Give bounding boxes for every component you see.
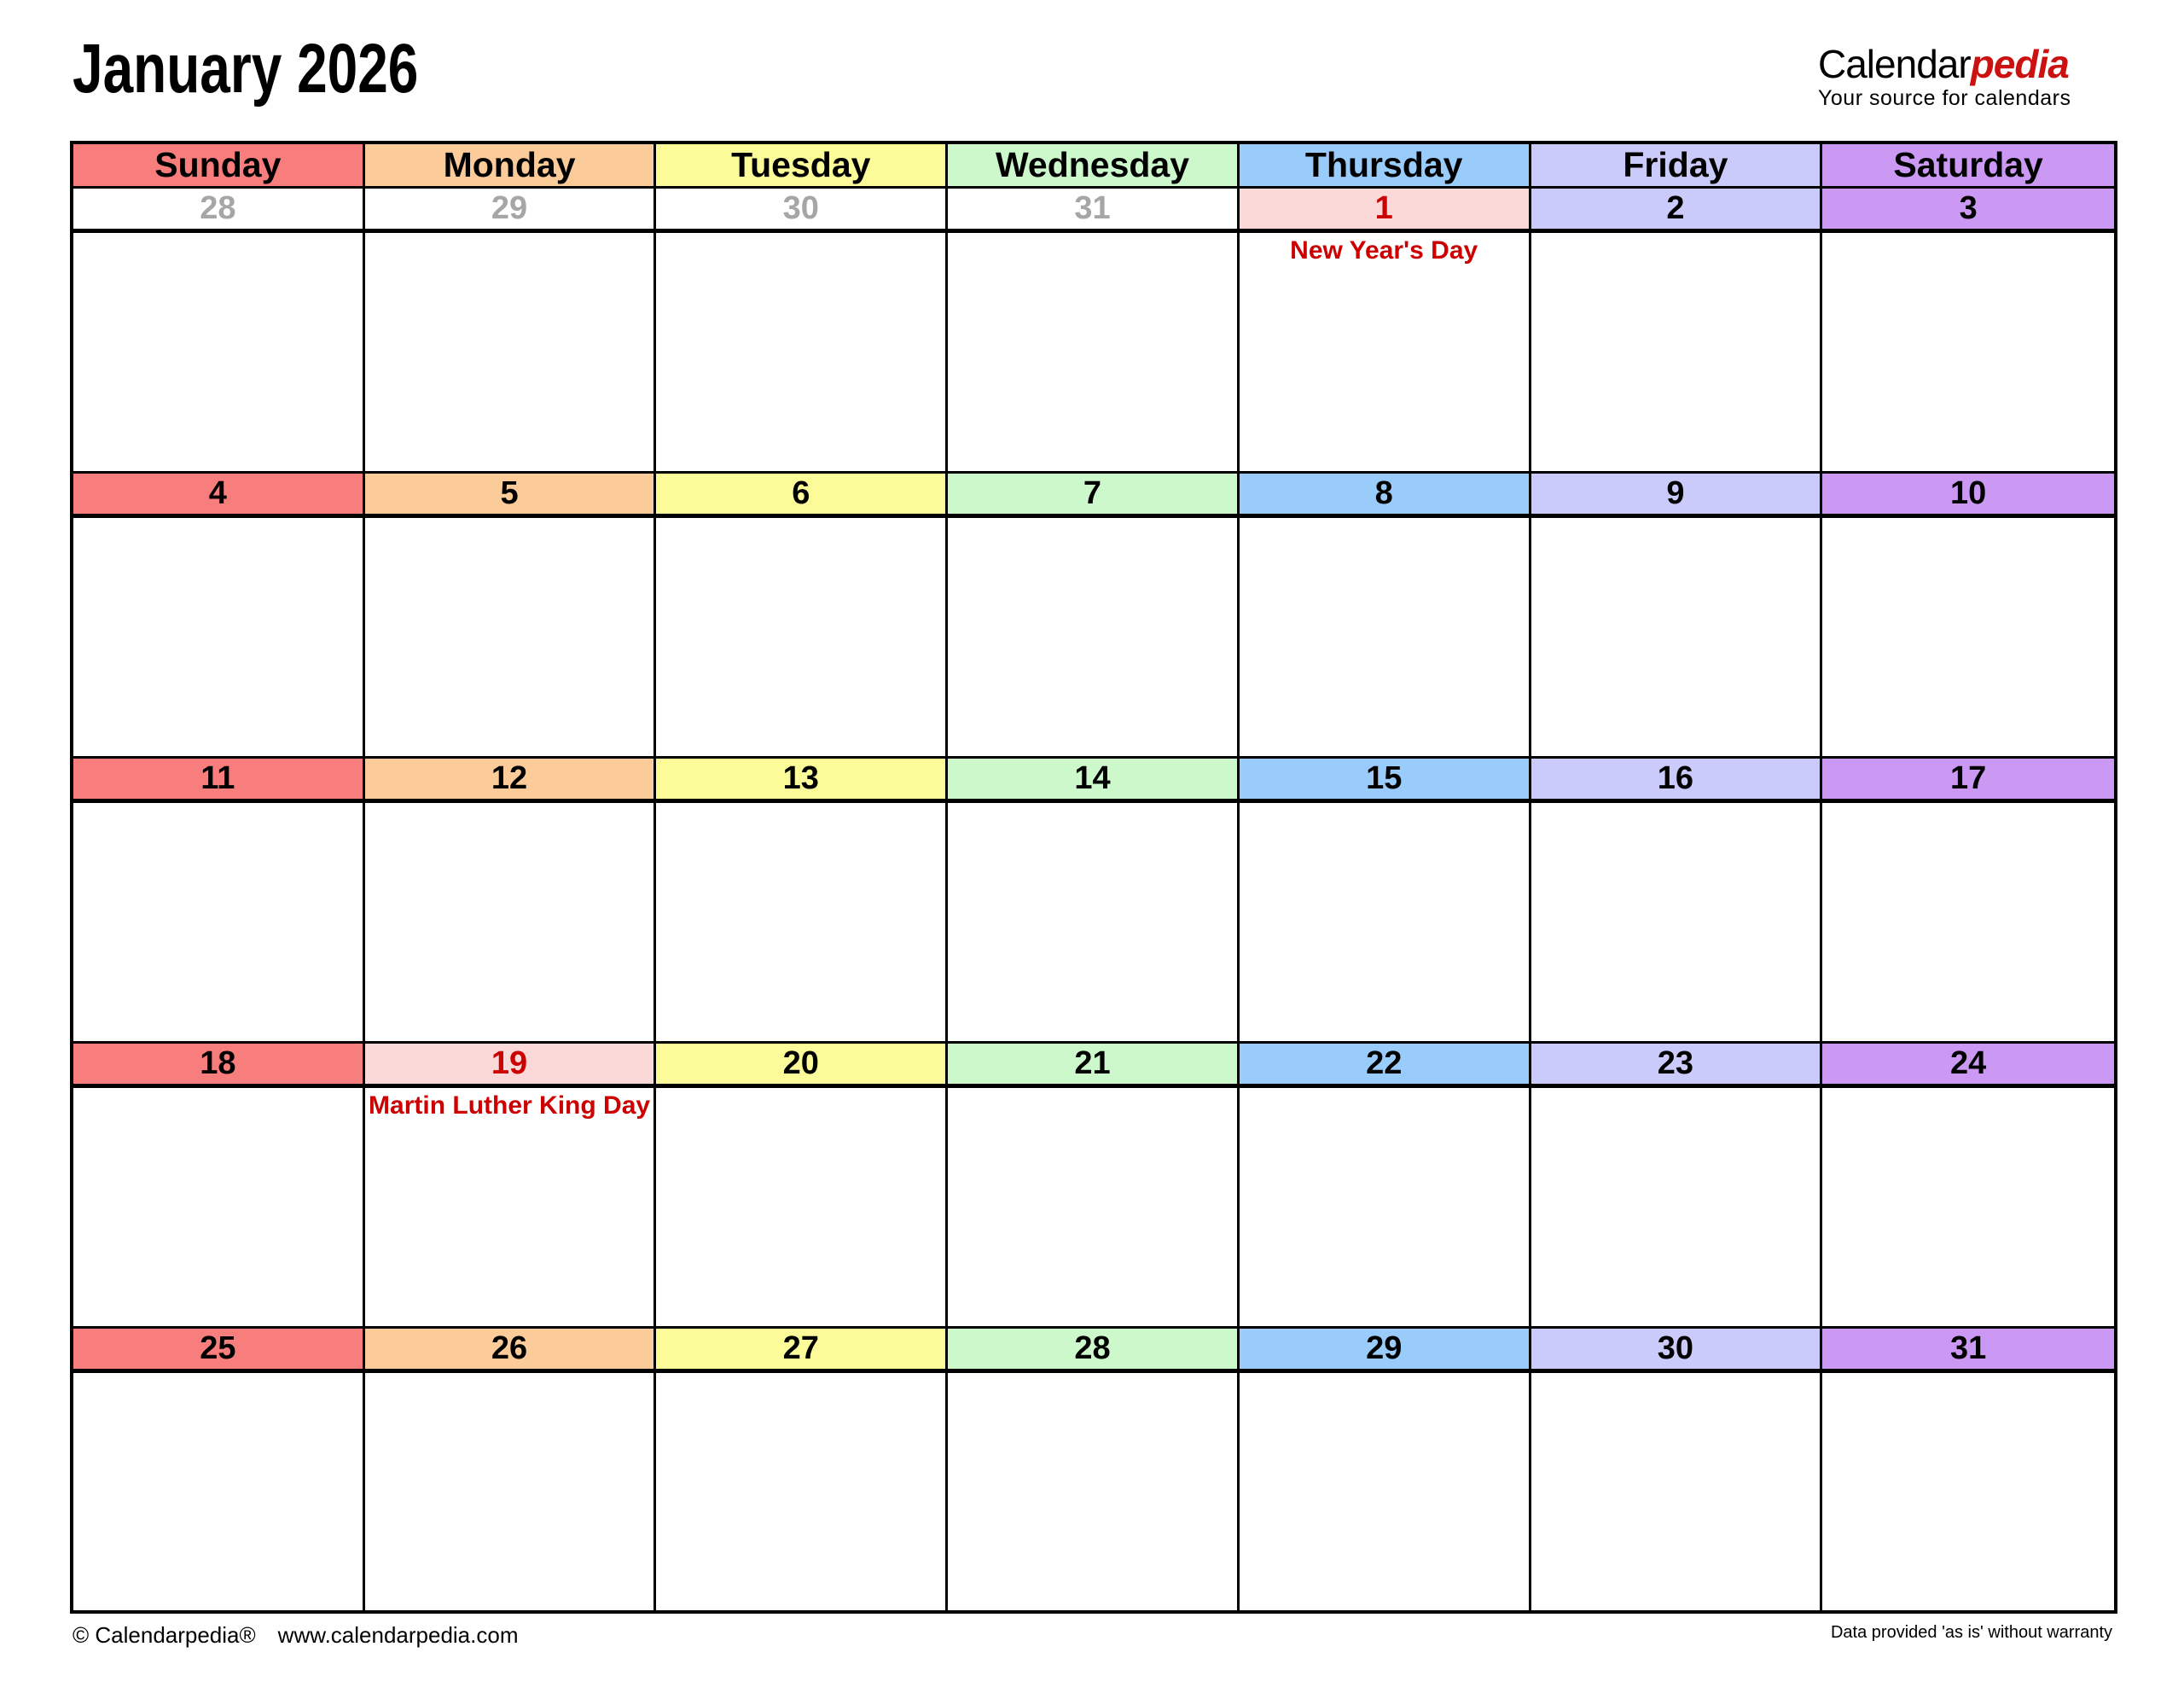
day-body-jan-22 — [1240, 1088, 1531, 1329]
weekday-header-sunday: Sunday — [73, 144, 365, 189]
body-row-week-3 — [73, 803, 2114, 1044]
date-cell-jan-23: 23 — [1531, 1044, 1823, 1088]
weekday-header-thursday: Thursday — [1240, 144, 1531, 189]
date-cell-jan-28: 28 — [948, 1329, 1240, 1373]
date-cell-jan-25: 25 — [73, 1329, 365, 1373]
logo-text-red: pedia — [1970, 42, 2069, 86]
date-cell-jan-1: 1 — [1240, 189, 1531, 233]
day-body-jan-24 — [1822, 1088, 2114, 1329]
day-body-jan-16 — [1531, 803, 1823, 1044]
date-cell-jan-2: 2 — [1531, 189, 1823, 233]
holiday-label-new-years-day: New Year's Day — [1290, 236, 1478, 265]
date-cell-jan-20: 20 — [656, 1044, 948, 1088]
day-body-jan-7 — [948, 518, 1240, 759]
day-body-jan-10 — [1822, 518, 2114, 759]
footer-copyright — [73, 1622, 518, 1649]
weekday-header-row — [73, 144, 2114, 189]
weekday-header-friday: Friday — [1531, 144, 1823, 189]
date-cell-dec-31: 31 — [948, 189, 1240, 233]
date-cell-jan-21: 21 — [948, 1044, 1240, 1088]
day-body-jan-11 — [73, 803, 365, 1044]
date-cell-jan-19: 19 — [365, 1044, 657, 1088]
date-cell-jan-31: 31 — [1822, 1329, 2114, 1373]
date-cell-jan-27: 27 — [656, 1329, 948, 1373]
day-body-jan-25 — [73, 1373, 365, 1610]
day-body-jan-5 — [365, 518, 657, 759]
date-cell-jan-4: 4 — [73, 474, 365, 518]
date-cell-jan-17: 17 — [1822, 759, 2114, 803]
day-body-jan-27 — [656, 1373, 948, 1610]
date-row-week-3 — [73, 759, 2114, 803]
day-body-jan-15 — [1240, 803, 1531, 1044]
day-body-dec-31 — [948, 233, 1240, 474]
date-cell-jan-15: 15 — [1240, 759, 1531, 803]
date-row-week-2 — [73, 474, 2114, 518]
calendarpedia-logo — [1818, 44, 2112, 111]
date-cell-jan-30: 30 — [1531, 1329, 1823, 1373]
date-cell-jan-6: 6 — [656, 474, 948, 518]
day-body-jan-8 — [1240, 518, 1531, 759]
day-body-jan-29 — [1240, 1373, 1531, 1610]
date-row-week-1 — [73, 189, 2114, 233]
day-body-jan-4 — [73, 518, 365, 759]
weekday-header-wednesday: Wednesday — [948, 144, 1240, 189]
date-cell-jan-22: 22 — [1240, 1044, 1531, 1088]
date-cell-jan-26: 26 — [365, 1329, 657, 1373]
date-cell-jan-16: 16 — [1531, 759, 1823, 803]
day-body-dec-28 — [73, 233, 365, 474]
date-cell-jan-8: 8 — [1240, 474, 1531, 518]
weekday-header-tuesday: Tuesday — [656, 144, 948, 189]
logo-text-black: Calendar — [1818, 42, 1971, 86]
date-cell-jan-24: 24 — [1822, 1044, 2114, 1088]
date-cell-dec-30: 30 — [656, 189, 948, 233]
day-body-dec-29 — [365, 233, 657, 474]
day-body-dec-30 — [656, 233, 948, 474]
body-row-week-5 — [73, 1373, 2114, 1610]
day-body-jan-28 — [948, 1373, 1240, 1610]
date-cell-dec-28: 28 — [73, 189, 365, 233]
date-cell-jan-3: 3 — [1822, 189, 2114, 233]
date-cell-jan-29: 29 — [1240, 1329, 1531, 1373]
day-body-jan-17 — [1822, 803, 2114, 1044]
day-body-jan-1 — [1240, 233, 1531, 474]
date-row-week-4 — [73, 1044, 2114, 1088]
date-row-week-5 — [73, 1329, 2114, 1373]
body-row-week-2 — [73, 518, 2114, 759]
day-body-jan-14 — [948, 803, 1240, 1044]
day-body-jan-3 — [1822, 233, 2114, 474]
date-cell-jan-5: 5 — [365, 474, 657, 518]
day-body-jan-20 — [656, 1088, 948, 1329]
logo-tagline: Your source for calendars — [1818, 86, 2071, 110]
day-body-jan-2 — [1531, 233, 1823, 474]
day-body-jan-23 — [1531, 1088, 1823, 1329]
page-title: January 2026 — [73, 30, 419, 108]
date-cell-jan-7: 7 — [948, 474, 1240, 518]
copyright-text: © Calendarpedia® — [73, 1622, 256, 1648]
day-body-jan-26 — [365, 1373, 657, 1610]
date-cell-jan-11: 11 — [73, 759, 365, 803]
logo-wordmark — [1818, 44, 2112, 84]
day-body-jan-6 — [656, 518, 948, 759]
day-body-jan-21 — [948, 1088, 1240, 1329]
date-cell-jan-13: 13 — [656, 759, 948, 803]
body-row-week-4 — [73, 1088, 2114, 1329]
body-row-week-1 — [73, 233, 2114, 474]
date-cell-jan-12: 12 — [365, 759, 657, 803]
day-body-jan-12 — [365, 803, 657, 1044]
date-cell-jan-9: 9 — [1531, 474, 1823, 518]
day-body-jan-18 — [73, 1088, 365, 1329]
date-cell-jan-10: 10 — [1822, 474, 2114, 518]
holiday-label-mlk-day: Martin Luther King Day — [369, 1091, 651, 1120]
weekday-header-saturday: Saturday — [1822, 144, 2114, 189]
date-cell-jan-14: 14 — [948, 759, 1240, 803]
day-body-jan-13 — [656, 803, 948, 1044]
day-body-jan-31 — [1822, 1373, 2114, 1610]
weekday-header-monday: Monday — [365, 144, 657, 189]
date-cell-jan-18: 18 — [73, 1044, 365, 1088]
website-link[interactable]: www.calendarpedia.com — [277, 1622, 519, 1648]
day-body-jan-9 — [1531, 518, 1823, 759]
day-body-jan-30 — [1531, 1373, 1823, 1610]
footer-disclaimer: Data provided 'as is' without warranty — [1830, 1623, 2112, 1642]
calendar-grid — [70, 141, 2117, 1614]
date-cell-dec-29: 29 — [365, 189, 657, 233]
day-body-jan-19 — [365, 1088, 657, 1329]
